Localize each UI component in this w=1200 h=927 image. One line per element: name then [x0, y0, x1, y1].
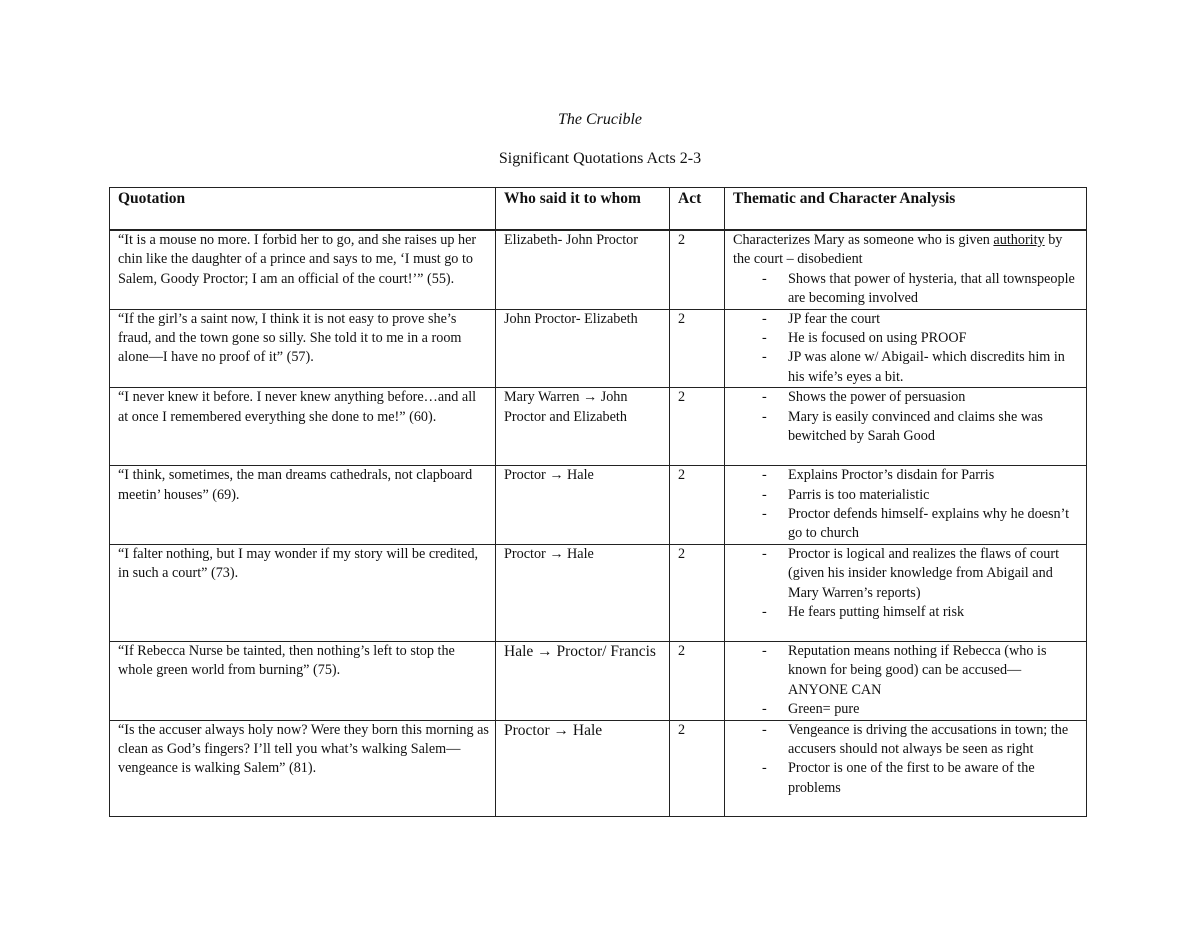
quotation-cell: “Is the accuser always holy now? Were they born this morning as clean as God’s fingers? I’ll tell you what’s walking Salem—vengeance is walking Salem” (81).: [110, 720, 496, 816]
speaker-cell: Proctor → Hale: [496, 544, 670, 641]
speaker-cell: Elizabeth- John Proctor: [496, 230, 670, 309]
act-cell: 2: [670, 544, 725, 641]
quotation-cell: “I never knew it before. I never knew anything before…and all at once I remembered everything she done to me!” (60).: [110, 388, 496, 466]
analysis-intro-underlined: authority: [993, 232, 1045, 248]
analysis-intro: [733, 231, 1080, 270]
header-quotation: Quotation: [110, 188, 496, 231]
table-row: [110, 720, 1087, 816]
document-subtitle: Significant Quotations Acts 2-3: [498, 150, 702, 167]
quotation-cell: “I falter nothing, but I may wonder if my story will be credited, in such a court” (73).: [110, 544, 496, 641]
analysis-points: [733, 270, 1080, 309]
analysis-point: - Shows the power of persuasion: [733, 388, 1080, 407]
analysis-cell: [725, 720, 1087, 816]
speaker-cell: Proctor → Hale: [496, 466, 670, 545]
table-row: [110, 230, 1087, 309]
analysis-point: - JP fear the court: [733, 310, 1080, 329]
analysis-cell: [725, 641, 1087, 720]
analysis-point: - He fears putting himself at risk: [733, 603, 1080, 622]
analysis-points: [733, 310, 1080, 388]
analysis-point: - JP was alone w/ Abigail- which discredits him in his wife’s eyes a bit.: [733, 348, 1080, 387]
analysis-points: [733, 388, 1080, 446]
table-row: [110, 641, 1087, 720]
analysis-point: - Proctor is one of the first to be aware of the problems: [733, 759, 1080, 798]
table-row: [110, 309, 1087, 388]
document-title: The Crucible: [558, 111, 642, 128]
analysis-points: [733, 545, 1080, 623]
header-analysis: Thematic and Character Analysis: [725, 188, 1087, 231]
act-cell: 2: [670, 720, 725, 816]
analysis-intro-start: Characterizes Mary as someone who is given: [733, 232, 994, 248]
quotation-cell: “If Rebecca Nurse be tainted, then nothing’s left to stop the whole green world from burning” (75).: [110, 641, 496, 720]
analysis-points: [733, 466, 1080, 544]
table-row: [110, 388, 1087, 466]
quotation-cell: “I think, sometimes, the man dreams cathedrals, not clapboard meetin’ houses” (69).: [110, 466, 496, 545]
table-row: [110, 544, 1087, 641]
analysis-point: - Proctor is logical and realizes the flaws of court (given his insider knowledge from Abigail and Mary Warren’s reports): [733, 545, 1080, 603]
analysis-points: [733, 721, 1080, 799]
analysis-intro-end: by the court – disobedient: [733, 232, 1063, 268]
act-cell: 2: [670, 466, 725, 545]
analysis-point: - Parris is too materialistic: [733, 486, 1080, 505]
header-act: Act: [670, 188, 725, 231]
analysis-points: [733, 642, 1080, 720]
quotation-cell: “If the girl’s a saint now, I think it is not easy to prove she’s fraud, and the town gone so silly. She told it to me in a room alone—I have no proof of it” (57).: [110, 309, 496, 388]
act-cell: 2: [670, 388, 725, 466]
analysis-point: - Mary is easily convinced and claims she was bewitched by Sarah Good: [733, 408, 1080, 447]
analysis-point: - Shows that power of hysteria, that all townspeople are becoming involved: [733, 270, 1080, 309]
speaker-cell: Proctor → Hale: [496, 720, 670, 816]
analysis-point: - He is focused on using PROOF: [733, 329, 1080, 348]
analysis-point: - Explains Proctor’s disdain for Parris: [733, 466, 1080, 485]
header-who: Who said it to whom: [496, 188, 670, 231]
speaker-cell: John Proctor- Elizabeth: [496, 309, 670, 388]
table-header-row: [110, 188, 1087, 231]
quotations-table: [109, 187, 1087, 817]
analysis-point: - Proctor defends himself- explains why he doesn’t go to church: [733, 505, 1080, 544]
speaker-cell: Hale → Proctor/ Francis: [496, 641, 670, 720]
analysis-point: - Vengeance is driving the accusations in town; the accusers should not always be seen as right: [733, 721, 1080, 760]
speaker-cell: Mary Warren → John Proctor and Elizabeth: [496, 388, 670, 466]
table-row: [110, 466, 1087, 545]
analysis-cell: [725, 466, 1087, 545]
analysis-cell: [725, 230, 1087, 309]
analysis-cell: [725, 544, 1087, 641]
analysis-cell: [725, 388, 1087, 466]
analysis-point: - Green= pure: [733, 700, 1080, 719]
analysis-point: - Reputation means nothing if Rebecca (who is known for being good) can be accused—ANYONE CAN: [733, 642, 1080, 700]
act-cell: 2: [670, 641, 725, 720]
quotation-cell: “It is a mouse no more. I forbid her to go, and she raises up her chin like the daughter of a prince and says to me, ‘I must go to Salem, Goody Proctor; I am an official of the court!’” (55).: [110, 230, 496, 309]
analysis-cell: [725, 309, 1087, 388]
act-cell: 2: [670, 309, 725, 388]
act-cell: 2: [670, 230, 725, 309]
